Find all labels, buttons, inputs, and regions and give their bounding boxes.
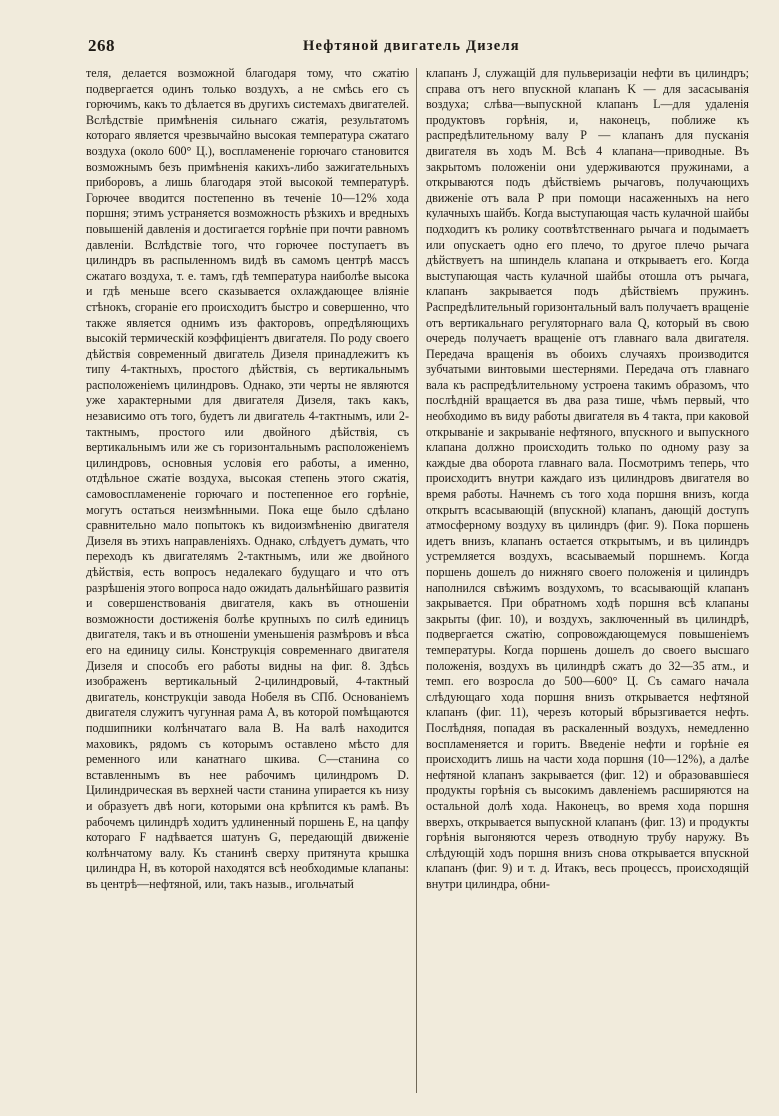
text-column-left: теля, делается возможной благодаря тому, что сжатію подвергается одинъ только воздухъ, а не смѣсь его съ горючимъ, какъ то дѣлается въ другихъ системахъ двигателей. Вслѣдствіе примѣненія сильнаго сжатія, результатомъ котораго является чрезвычайно высокая температура сжатаго воздуха (около 600° Ц.), воспламененіе горючаго становится возможнымъ безъ примѣненія какихъ-либо зажигательныхъ приборовъ, а лишь благодаря этой высокой температурѣ. Горючее вводится постепенно въ теченіе 10—12% хода поршня; этимъ устраняется возможность рѣзкихъ и вредныхъ повышеній давленія и достигается горѣніе при почти равномъ давленіи. Вслѣдствіе того, что горючее поступаетъ въ цилиндръ въ распыленномъ видѣ въ самомъ центрѣ массъ сжатаго воздуха, т. е. тамъ, гдѣ температура наиболѣе высока и гдѣ меньше всего сказывается охлаждающее вліяніе стѣнокъ, сгораніе его происходитъ быстро и совершенно, что также является однимъ изъ факторовъ, опредѣляющихъ высокій термическій коэффиціентъ двигателя. По роду своего дѣйствія современный двигатель Дизеля принадлежитъ къ типу 4-тактныхъ, простого дѣйствія, съ вертикальнымъ расположеніемъ цилиндровъ. Однако, эти черты не являются уже характерными для двигателя Дизеля, такъ какъ, независимо отъ того, будетъ ли двигатель 4-тактнымъ, или 2-тактнымъ, простого или двойного дѣйствія, съ вертикальнымъ или же съ горизонтальнымъ расположеніемъ цилиндровъ, основныя условія его работы, а именно, отдѣльное сжатіе воздуха, высокая степень этого сжатія, самовоспламененіе горючаго и постепенное его горѣніе, могутъ остаться неизмѣнными. Пока еще было сдѣлано сравнительно мало попытокъ къ видоизмѣненію двигателя Дизеля въ этихъ направленіяхъ. Однако, слѣдуетъ думать, что переходъ къ двигателямъ 2-тактнымъ, или же двойного дѣйствія, есть вопросъ недалекаго будущаго и что отъ разрѣшенія этого вопроса надо ожидать дальнѣйшаго развитія и совершенствованія двигателя, какъ въ отношеніи возможности достиженія болѣе крупныхъ по силѣ единицъ двигателя, такъ и въ отношеніи уменьшенія размѣровъ и вѣса его на единицу силы. Конструкція современнаго двигателя Дизеля и способъ его работы видны на фиг. 8. Здѣсь изображенъ вертикальный 2-цилиндровый, 4-тактный двигатель, конструкціи завода Нобеля въ СПб. Основаніемъ двигателя служитъ чугунная рама A, въ которой помѣщаются подшипники колѣнчатаго вала B. На валѣ находится маховикъ, рядомъ съ которымъ оставлено мѣсто для ременного или канатнаго шкива. C—станина со вставленнымъ въ нее рабочимъ цилиндромъ D. Цилиндрическая въ верхней части станина упирается къ низу и образуетъ двѣ ноги, которыми она крѣпится къ рамѣ. Въ рабочемъ цилиндрѣ ходитъ удлиненный поршень E, на цапфу котораго F надѣвается шатунъ G, передающій движеніе колѣнчатому валу. Къ станинѣ сверху притянута крышка цилиндра H, въ которой находятся всѣ необходимые клапаны: въ центрѣ—нефтяной, или, такъ назыв., игольчатый xyxy=(86,66,409,891)
running-title: Нефтяной двигатель Дизеля xyxy=(303,38,520,54)
column-divider xyxy=(416,68,417,1093)
text-column-right: клапанъ J, служащій для пульверизаціи нефти въ цилиндръ; справа отъ него впускной клапанъ K — для засасыванія воздуха; слѣва—выпускной клапанъ L—для удаленія продуктовъ горѣнія, и, наконецъ, поближе къ распредѣлительному валу P — клапанъ для пусканія двигателя въ ходъ M. Всѣ 4 клапана—приводные. Въ закрытомъ положеніи они удерживаются пружинами, а открываются подъ дѣйствіемъ рычаговъ, получающихъ движеніе отъ вала P при помощи насаженныхъ на него кулачныхъ шайбъ. Когда выступающая часть кулачной шайбы подходитъ къ ролику соотвѣтственнаго рычага и подымаетъ или опускаетъ одно его плечо, то другое плечо рычага дѣйствуетъ на шпиндель клапана и открываетъ его. Когда выступающая часть кулачной шайбы отошла отъ рычага, клапанъ закрывается подъ дѣйствіемъ пружинъ. Распредѣлительный горизонтальный валъ получаетъ вращеніе отъ вертикальнаго регуляторнаго вала Q, который въ свою очередь получаетъ вращеніе отъ главнаго вала двигателя. Передача вращенія въ обоихъ случаяхъ производится зубчатыми винтовыми шестернями. Передача отъ главнаго вала къ распредѣлительному устроена такимъ образомъ, что послѣдній вращается въ два раза тише, чѣмъ первый, что необходимо въ виду работы двигателя въ 4 такта, при каковой открываніе и закрываніе нефтяного, впускного и выпускного клапана должно происходить только по одному разу за каждые два оборота главнаго вала. Посмотримъ теперь, что происходитъ внутри каждаго изъ цилиндровъ двигателя во время работы. Начнемъ съ того хода поршня внизъ, когда открытъ всасывающій (впускной) клапанъ, дающій доступъ атмосферному воздуху въ цилиндръ (фиг. 9). Пока поршень идетъ внизъ, клапанъ остается открытымъ, и въ цилиндръ устремляется воздухъ, всасываемый поршнемъ. Когда поршень дошелъ до нижняго своего положенія и цилиндръ наполнился свѣжимъ воздухомъ, то всасывающій клапанъ закрывается. При обратномъ ходѣ поршня всѣ клапаны закрыты (фиг. 10), и воздухъ, заключенный въ цилиндрѣ, подвергается сжатію, сопровождающемуся повышеніемъ температуры. Когда поршень дошелъ до своего высшаго положенія, воздухъ въ цилиндрѣ сжатъ до 32—35 атм., и темп. его возросла до 500—600° Ц. Съ самаго начала слѣдующаго хода поршня внизъ открывается нефтяной клапанъ (фиг. 11), черезъ который вбрызгивается нефть. Послѣдняя, попадая въ раскаленный воздухъ, немедленно воспламеняется и горитъ. Введеніе нефти и горѣніе ея происходитъ лишь на части хода поршня (10—12%), а далѣе нефтяной клапанъ закрывается (фиг. 12) и образовавшіеся продукты горѣнія съ высокимъ давленіемъ расширяются на остальной долѣ хода. Наконецъ, во время хода поршня вверхъ, открывается выпускной клапанъ (фиг. 13) и продукты горѣнія выгоняются черезъ отводную трубу наружу. Въ слѣдующій ходъ поршня внизъ снова открывается впускной клапанъ (фиг. 9) и т. д. Итакъ, весь процессъ, происходящій внутри цилиндра, обни- xyxy=(426,66,749,891)
page-header xyxy=(88,36,738,62)
page-number: 268 xyxy=(88,36,115,55)
